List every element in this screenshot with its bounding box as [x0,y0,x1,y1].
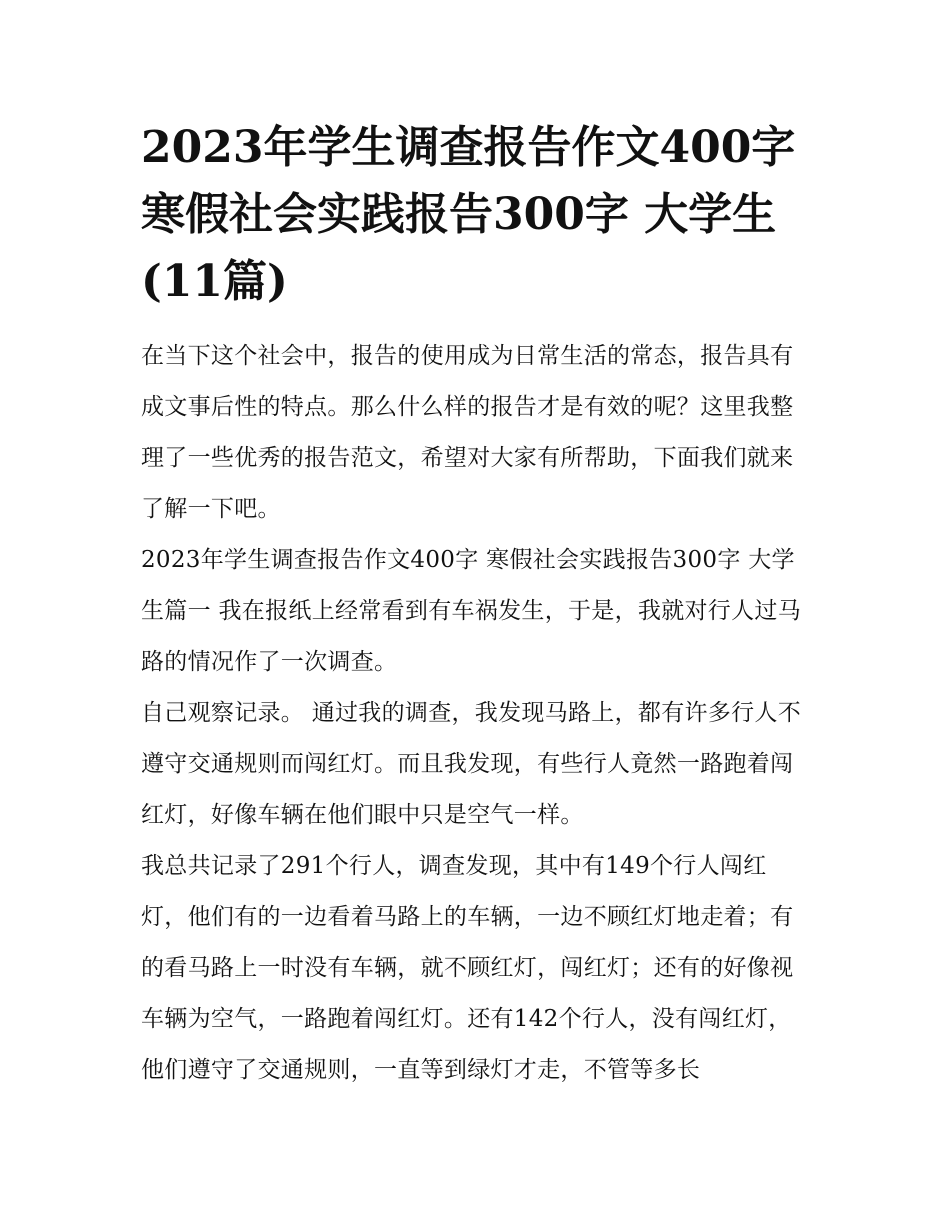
document-body [141,114,813,1096]
document-title: 2023年学生调查报告作文400字 寒假社会实践报告300字 大学生(11篇) [141,122,796,307]
intro-paragraph: 在当下这个社会中，报告的使用成为日常生活的常态，报告具有成文事后性的特点。那么什么样的报告才是有效的呢？这里我整理了一些优秀的报告范文，希望对大家有所帮助，下面我们就来了解一下吧。 [141,343,794,522]
observation-paragraph: 自己观察记录。 通过我的调查，我发现马路上，都有许多行人不遵守交通规则而闯红灯。而且我发现，有些行人竟然一路跑着闯红灯，好像车辆在他们眼中只是空气一样。 [141,700,802,828]
section-one-paragraph: 2023年学生调查报告作文400字 寒假社会实践报告300字 大学生篇一 我在报纸上经常看到有车祸发生，于是，我就对行人过马路的情况作了一次调查。 [141,547,802,675]
statistics-paragraph: 我总共记录了291个行人，调查发现，其中有149个行人闯红灯，他们有的一边看着马路上的车辆，一边不顾红灯地走着；有的看马路上一时没有车辆，就不顾红灯，闯红灯；还有的好像视车辆为空气，一路跑着闯红灯。还有142个行人，没有闯红灯，他们遵守了交通规则，一直等到绿灯才走，不管等多长 [141,853,794,1083]
